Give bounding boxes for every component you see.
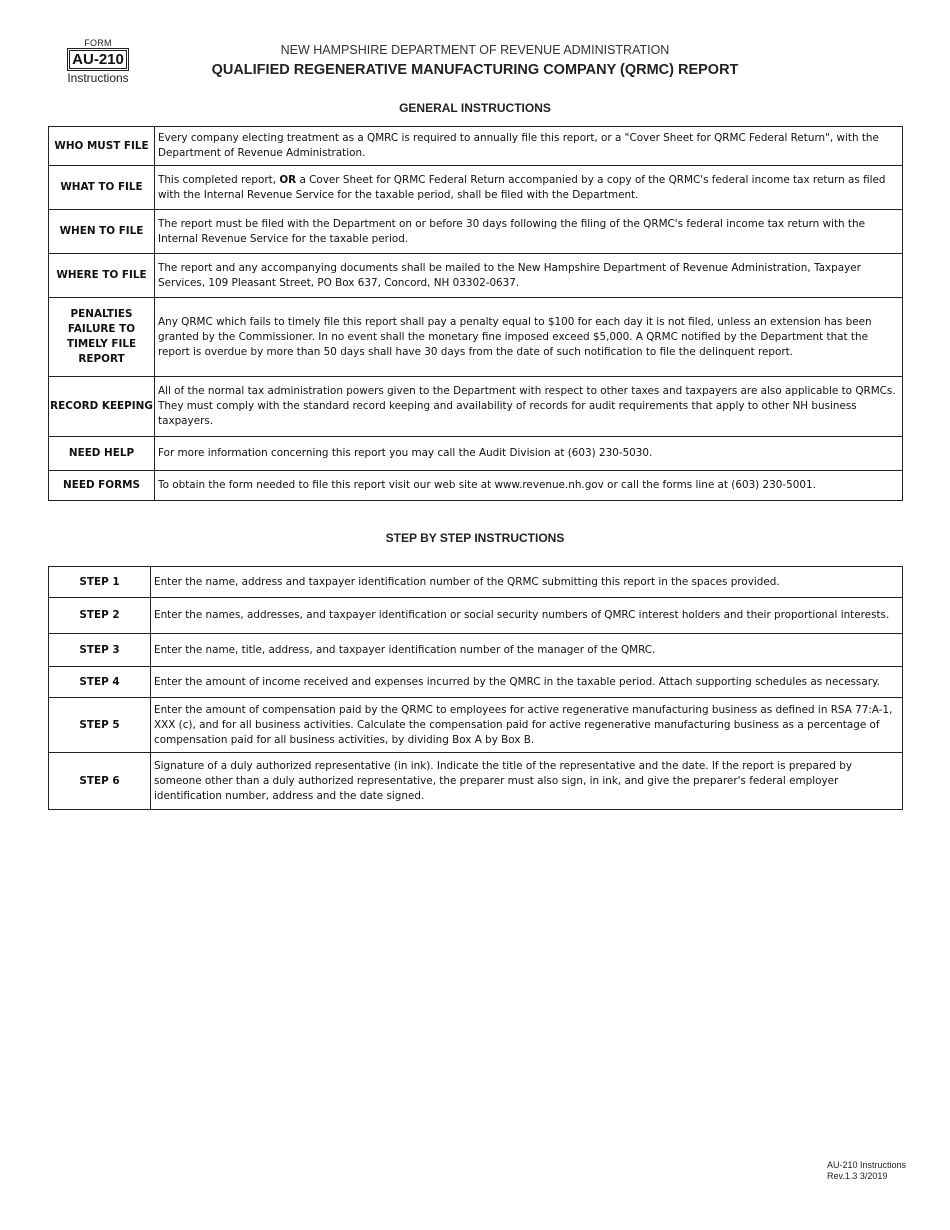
step-text: Enter the name, address and taxpayer identification number of the QRMC submitting this report in the spaces provided. <box>151 567 903 598</box>
table-row <box>49 166 903 210</box>
row-text: All of the normal tax administration powers given to the Department with respect to other taxes and taxpayers are also applicable to QRMCs. They must comply with the standard record keeping and availability of records for audit requirements that apply to other NH business taxpayers. <box>155 377 903 437</box>
form-label: FORM <box>84 38 112 48</box>
step-text: Enter the amount of compensation paid by the QRMC to employees for active regenerative manufacturing business as defined in RSA 77:A-1, XXX (c), and for all business activities. Calculate the compensation paid for active regenerative manufacturing business as a percentage of compensation paid for all business activities, by dividing Box A by Box B. <box>151 698 903 753</box>
form-id-block <box>64 38 132 85</box>
step-text: Enter the name, title, address, and taxpayer identification number of the manager of the QMRC. <box>151 634 903 667</box>
table-row <box>49 567 903 598</box>
row-text: Every company electing treatment as a QMRC is required to annually file this report, or a "Cover Sheet for QRMC Federal Return", with the Department of Revenue Administration. <box>155 127 903 166</box>
table-row <box>49 437 903 471</box>
row-label: WHERE TO FILE <box>49 254 155 298</box>
step-instructions-table <box>48 566 903 810</box>
step-label: STEP 3 <box>49 634 151 667</box>
row-label: NEED FORMS <box>49 471 155 501</box>
row-label: WHAT TO FILE <box>49 166 155 210</box>
general-instructions-title: GENERAL INSTRUCTIONS <box>399 101 551 115</box>
step-text: Enter the amount of income received and expenses incurred by the QMRC in the taxable period. Attach supporting schedules as necessary. <box>151 667 903 698</box>
step-label: STEP 1 <box>49 567 151 598</box>
table-row <box>49 634 903 667</box>
table-row <box>49 667 903 698</box>
department-name: NEW HAMPSHIRE DEPARTMENT OF REVENUE ADMINISTRATION <box>280 43 670 57</box>
row-text-emphasis: OR <box>279 173 297 186</box>
step-label: STEP 5 <box>49 698 151 753</box>
table-row <box>49 254 903 298</box>
row-label: WHEN TO FILE <box>49 210 155 254</box>
footer-revision: Rev.1.3 3/2019 <box>827 1171 888 1181</box>
row-text: The report and any accompanying documents shall be mailed to the New Hampshire Department of Revenue Administration, Taxpayer Services, 109 Pleasant Street, PO Box 637, Concord, NH 03302-0637. <box>155 254 903 298</box>
table-row <box>49 127 903 166</box>
row-text: For more information concerning this report you may call the Audit Division at (603) 230-5030. <box>155 437 903 471</box>
form-sub: Instructions <box>67 71 129 85</box>
step-label: STEP 2 <box>49 598 151 634</box>
row-text-part: a Cover Sheet for QRMC Federal Return accompanied by a copy of the QRMC's federal income tax return as filed with the Internal Revenue Service for the taxable period, shall be filed with the Department. <box>158 173 886 201</box>
table-row <box>49 598 903 634</box>
table-row <box>49 298 903 377</box>
step-label: STEP 6 <box>49 753 151 810</box>
page-title: QUALIFIED REGENERATIVE MANUFACTURING COMPANY (QRMC) REPORT <box>211 62 739 78</box>
step-text: Enter the names, addresses, and taxpayer identification or social security numbers of QMRC interest holders and their proportional interests. <box>151 598 903 634</box>
row-label: NEED HELP <box>49 437 155 471</box>
step-text: Signature of a duly authorized representative (in ink). Indicate the title of the representative and the date. If the report is prepared by someone other than a duly authorized representative, the preparer must also sign, in ink, and give the preparer's federal employer identification number, address and the date signed. <box>151 753 903 810</box>
row-label: PENALTIES FAILURE TO TIMELY FILE REPORT <box>49 298 155 377</box>
step-instructions-title: STEP BY STEP INSTRUCTIONS <box>385 531 565 545</box>
row-label: WHO MUST FILE <box>49 127 155 166</box>
form-code: AU-210 <box>69 50 127 69</box>
row-text: The report must be filed with the Department on or before 30 days following the filing of the QRMC's federal income tax return with the Internal Revenue Service for the taxable period. <box>155 210 903 254</box>
row-label: RECORD KEEPING <box>49 377 155 437</box>
row-text <box>155 166 903 210</box>
row-text: To obtain the form needed to file this report visit our web site at www.revenue.nh.gov or call the forms line at (603) 230-5001. <box>155 471 903 501</box>
table-row <box>49 471 903 501</box>
form-footer <box>827 1160 906 1182</box>
table-row <box>49 377 903 437</box>
table-row <box>49 210 903 254</box>
table-row <box>49 698 903 753</box>
general-instructions-table <box>48 126 903 501</box>
row-text: Any QRMC which fails to timely file this report shall pay a penalty equal to $100 for each day it is not filed, unless an extension has been granted by the Commissioner. In no event shall the monetary fine imposed exceed $5,000. A QRMC notified by the Department that the report is overdue by more than 50 days shall have 30 days from the date of such notification to file the delinquent report. <box>155 298 903 377</box>
table-row <box>49 753 903 810</box>
row-text-part: This completed report, <box>158 173 280 186</box>
step-label: STEP 4 <box>49 667 151 698</box>
footer-form-id: AU-210 Instructions <box>827 1160 907 1170</box>
